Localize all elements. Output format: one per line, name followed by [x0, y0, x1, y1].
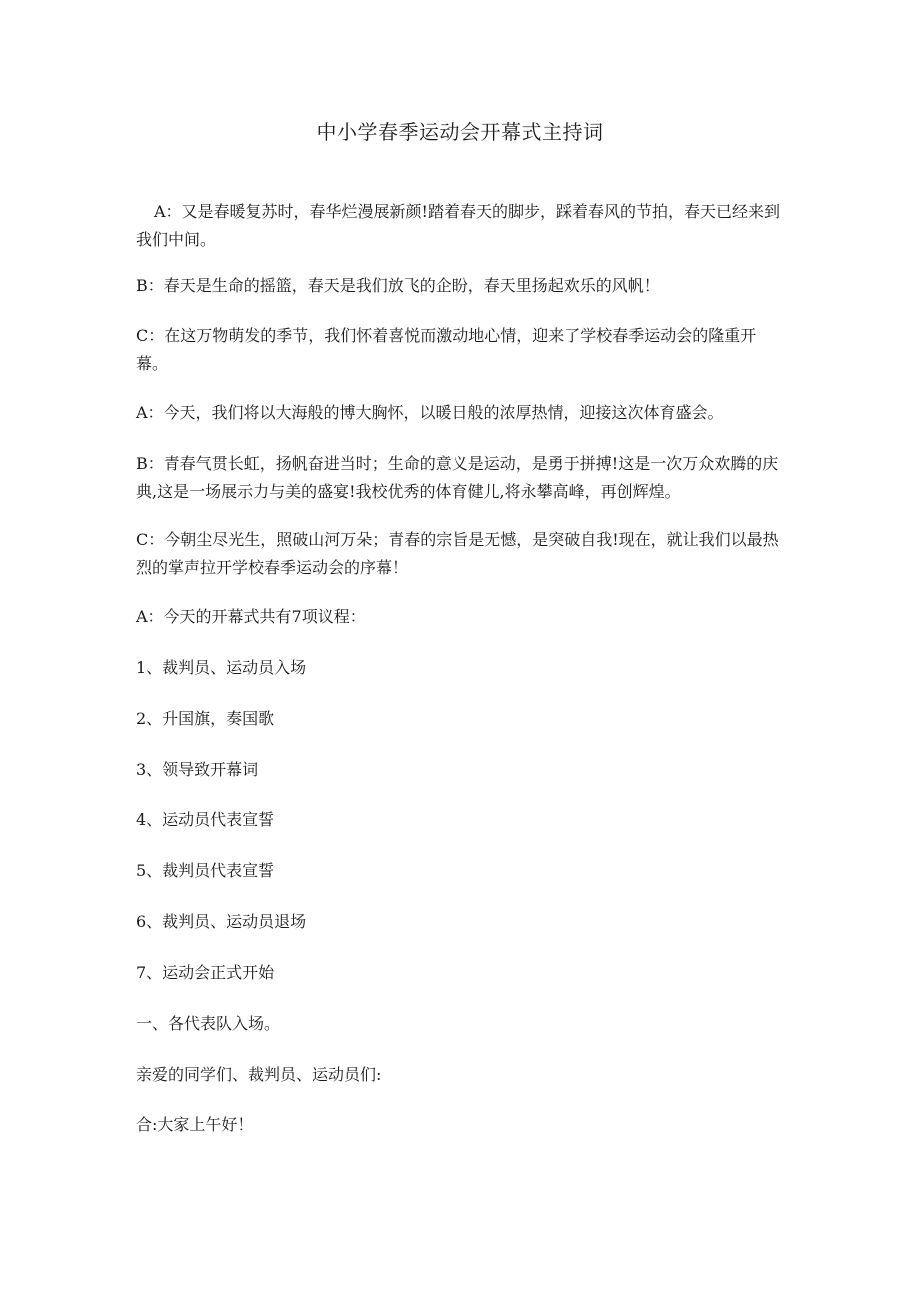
- paragraph-host-c-announce: C：今朝尘尽光生，照破山河万朵；青春的宗旨是无憾，是突破自我!现在，就让我们以最热烈的掌声拉开学校春季运动会的序幕！: [136, 530, 779, 577]
- agenda-item-4: 4、运动员代表宣誓: [136, 810, 275, 829]
- agenda-item-2: 2、升国旗，奏国歌: [136, 709, 275, 728]
- paragraph-host-a-opening: A：又是春暖复苏时，春华烂漫展新颜!踏着春天的脚步，踩着春风的节拍，春天已经来到我们中间。: [136, 202, 780, 249]
- section-heading-teams-enter: 一、各代表队入场。: [136, 1014, 281, 1033]
- paragraph-greeting-address: 亲爱的同学们、裁判员、运动员们:: [136, 1065, 382, 1084]
- paragraph-agenda-intro: A：今天的开幕式共有7项议程：: [136, 607, 366, 626]
- agenda-item-1: 1、裁判员、运动员入场: [136, 658, 307, 677]
- paragraph-host-c-opening: C：在这万物萌发的季节，我们怀着喜悦而激动地心情，迎来了学校春季运动会的隆重开幕。: [136, 326, 757, 373]
- agenda-item-5: 5、裁判员代表宣誓: [136, 861, 275, 880]
- agenda-item-6: 6、裁判员、运动员退场: [136, 912, 307, 931]
- page-title: 中小学春季运动会开幕式主持词: [316, 120, 604, 144]
- paragraph-host-b-opening: B：春天是生命的摇篮，春天是我们放飞的企盼，春天里扬起欢乐的风帆！: [136, 276, 660, 295]
- paragraph-host-a-welcome: A：今天，我们将以大海般的博大胸怀，以暖日般的浓厚热情，迎接这次体育盛会。: [136, 403, 724, 422]
- paragraph-greeting-together: 合:大家上午好！: [136, 1115, 254, 1134]
- paragraph-host-b-celebration: B：青春气贯长虹，扬帆奋进当时；生命的意义是运动，是勇于拼搏!这是一次万众欢腾的庆典,这是一场展示力与美的盛宴!我校优秀的体育健儿,将永攀高峰，再创辉煌。: [136, 454, 779, 501]
- agenda-item-7: 7、运动会正式开始: [136, 963, 275, 982]
- agenda-item-3: 3、领导致开幕词: [136, 760, 259, 779]
